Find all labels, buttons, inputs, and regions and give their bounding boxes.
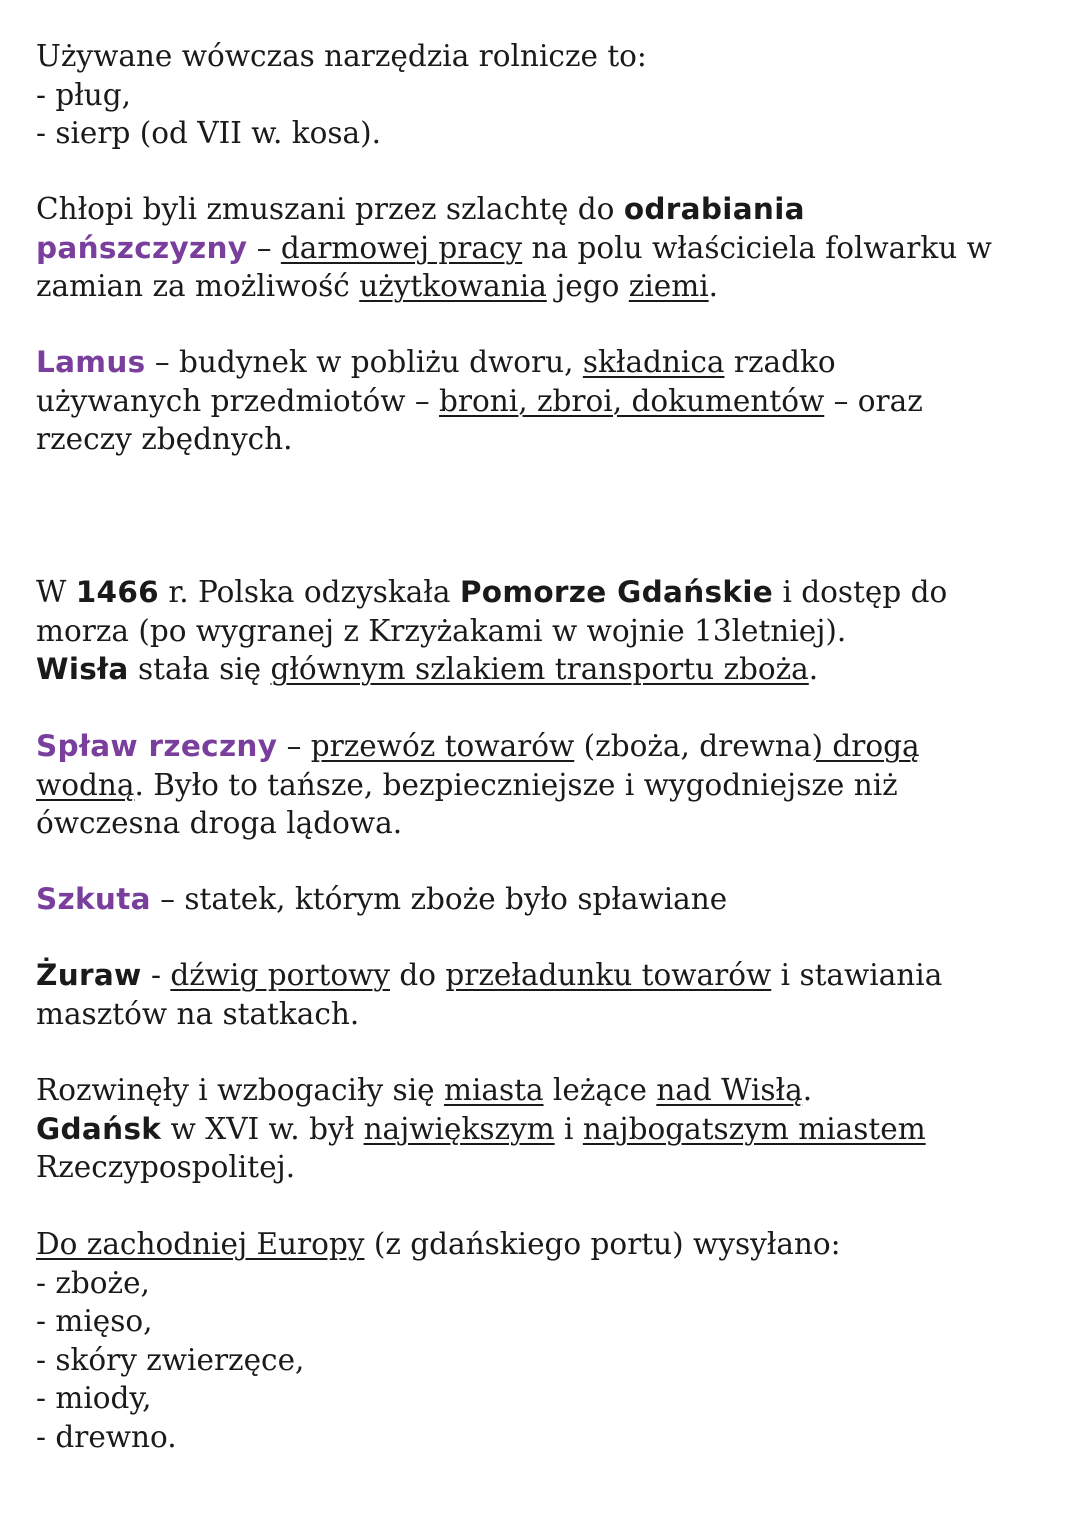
zuraw-paragraph [36,956,1066,1033]
highlighted-term: Lamus [36,345,146,379]
tools-intro: Używane wówczas narzędzia rolnicze to: [36,39,647,73]
text-line [36,343,1066,382]
text-line [36,766,1066,805]
text-line [36,267,1066,306]
splaw-paragraph [36,727,1066,843]
text-line [36,727,1066,766]
text: – statek, którym zboże było spławiane [150,882,728,916]
underlined-text: Do zachodniej Europy [36,1227,365,1261]
highlighted-term: Spław rzeczny [36,729,278,763]
underlined-text: przewóz towarów [310,729,575,763]
underlined-text: ziemi [628,269,709,303]
szkuta-paragraph [36,880,1066,919]
text: rzadko [724,345,836,379]
text-line [36,1110,1066,1149]
text: stała się [128,652,271,686]
text-line: Rzeczypospolitej. [36,1150,296,1184]
text: – oraz [824,383,923,418]
tools-paragraph [36,37,1066,153]
text: Chłopi byli zmuszani przez szlachtę do [36,192,624,226]
list-item: - drewno. [36,1419,177,1454]
text: zamian za możliwość [36,269,360,303]
text-line: ówczesna droga lądowa. [36,806,403,840]
underlined-text: przeładunku towarów [445,958,772,992]
text-line [36,573,1066,612]
underlined-text: dźwig portowy [170,958,390,992]
text: . [802,1073,813,1107]
lamus-paragraph [36,343,1066,459]
text-line [36,190,1066,229]
underlined-text: ) drogą [811,729,920,763]
underlined-text: wodną [36,767,135,802]
text: używanych przedmiotów – [36,383,440,418]
bold-term: Gdańsk [36,1111,162,1146]
text-line [36,650,1066,689]
text-line: masztów na statkach. [36,996,360,1031]
text-line: rzeczy zbędnych. [36,422,293,456]
text: – budynek w pobliżu dworu, [145,345,583,379]
panszczyzna-paragraph [36,190,1066,306]
text-line: morza (po wygranej z Krzyżakami w wojnie 13letniej). [36,613,847,648]
underlined-text: darmowej pracy [280,230,523,265]
eksport-paragraph [36,1225,1066,1456]
text: Rozwinęły i wzbogaciły się [36,1073,444,1107]
text: (zboża, drewna [574,729,812,763]
text: r. Polska odzyskała [159,575,460,609]
highlighted-term: pańszczyzny [36,230,248,265]
bold-term: Wisła [36,652,129,686]
underlined-text: największym [363,1111,555,1146]
text-line [36,382,1066,421]
underlined-text: broni, zbroi, dokumentów [439,383,825,418]
text-line [36,229,1066,268]
highlighted-term: Szkuta [36,882,151,916]
text: – [277,729,311,763]
text: i stawiania [771,958,943,992]
miasta-paragraph [36,1071,1066,1187]
text: . [808,652,819,686]
bold-term: Żuraw [36,958,142,992]
underlined-text: składnica [582,345,725,379]
underlined-text: głównym szlakiem transportu zboża [270,652,809,686]
text: w XVI w. był [161,1111,364,1146]
bold-term: Pomorze Gdańskie [459,575,774,609]
text: na polu właściciela folwarku w [522,230,992,265]
tools-item: - sierp (od VII w. kosa). [36,116,382,150]
bold-term: odrabiania [623,192,805,226]
list-item: - miody, [36,1381,152,1415]
bold-year: 1466 [75,575,160,609]
text: - [141,958,171,992]
text-line [36,1071,1066,1110]
list-item: - skóry zwierzęce, [36,1342,305,1377]
text: (z gdańskiego portu) wysyłano: [364,1227,841,1261]
text: – [247,230,281,265]
underlined-text: nad Wisłą [656,1073,803,1107]
tools-item: - pług, [36,77,132,112]
text: leżące [543,1073,657,1107]
underlined-text: użytkowania [359,269,547,303]
text: jego [546,269,629,303]
text: W [36,575,76,609]
text-line [36,1225,1066,1264]
text-line [36,880,1066,919]
list-item: - mięso, [36,1304,153,1338]
list-item: - zboże, [36,1265,150,1300]
pomorze-paragraph [36,573,1066,689]
text: i [554,1111,583,1146]
underlined-text: najbogatszym miastem [582,1111,926,1146]
text: . Było to tańsze, bezpieczniejsze i wygodniejsze niż [134,767,898,802]
text: do [390,958,446,992]
text-line [36,956,1066,995]
text: i dostęp do [773,575,948,609]
text: . [708,269,719,303]
underlined-text: miasta [443,1073,544,1107]
